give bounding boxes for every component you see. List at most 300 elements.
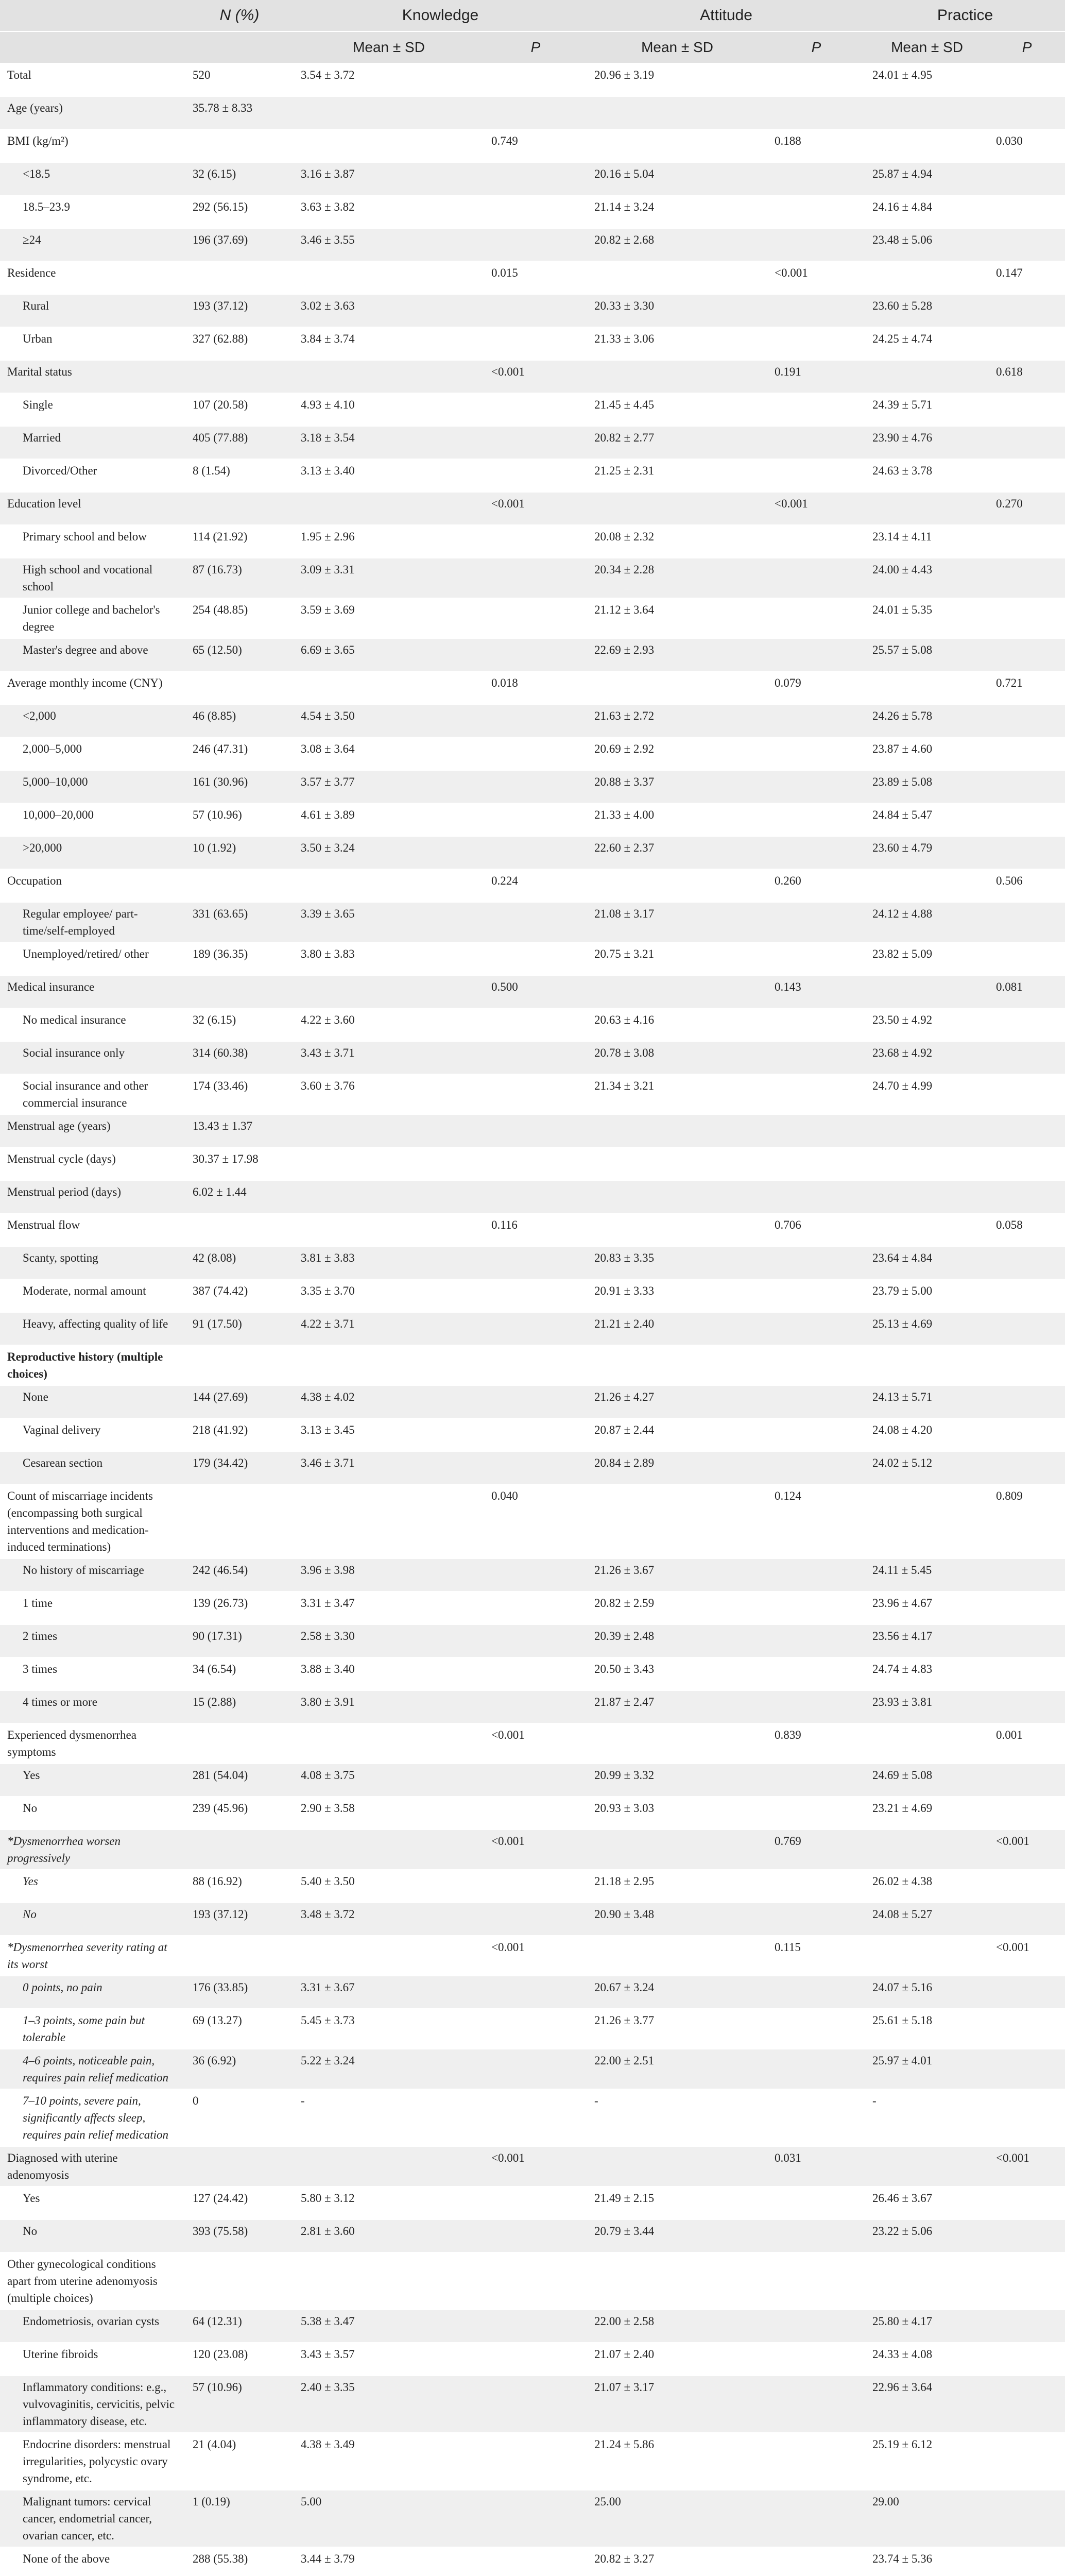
- table-cell-pr: [865, 1345, 989, 1385]
- table-cell-n: 90 (17.31): [185, 1624, 294, 1657]
- table-cell-pp: [989, 803, 1065, 836]
- table-cell-kp: [484, 836, 587, 869]
- table-cell-a: [587, 261, 767, 294]
- table-cell-ap: 0.115: [767, 1936, 865, 1976]
- table-cell-label: Average monthly income (CNY): [0, 671, 185, 704]
- table-cell-n: 254 (48.85): [185, 598, 294, 638]
- table-cell-n: 127 (24.42): [185, 2187, 294, 2219]
- table-cell-label: 4 times or more: [0, 1690, 185, 1723]
- table-cell-pp: [989, 1279, 1065, 1312]
- table-cell-n: 292 (56.15): [185, 195, 294, 228]
- header-knowledge: Knowledge: [294, 0, 587, 31]
- table-cell-ap: [767, 294, 865, 327]
- table-cell-ap: [767, 1041, 865, 1074]
- table-cell-label: Count of miscarriage incidents (encompassing both surgical interventions and medication-induced terminations): [0, 1484, 185, 1558]
- table-cell-ap: 0.769: [767, 1829, 865, 1870]
- table-row: [0, 2049, 1065, 2089]
- table-row: [0, 261, 1065, 294]
- table-cell-pp: [989, 1147, 1065, 1180]
- table-cell-kp: [484, 2433, 587, 2490]
- table-cell-k: 3.39 ± 3.65: [294, 902, 484, 942]
- table-row: [0, 1418, 1065, 1451]
- table-cell-label: Marital status: [0, 360, 185, 393]
- table-cell-a: 20.16 ± 5.04: [587, 162, 767, 195]
- table-cell-pp: [989, 902, 1065, 942]
- table-cell-kp: [484, 770, 587, 803]
- table-cell-pp: [989, 459, 1065, 492]
- table-cell-pr: 24.12 ± 4.88: [865, 902, 989, 942]
- table-cell-label: Education level: [0, 492, 185, 525]
- table-cell-label: 1–3 points, some pain but tolerable: [0, 2009, 185, 2049]
- table-cell-pp: [989, 1451, 1065, 1484]
- table-cell-pr: 23.56 ± 4.17: [865, 1624, 989, 1657]
- table-cell-a: [587, 1180, 767, 1213]
- table-cell-k: 2.58 ± 3.30: [294, 1624, 484, 1657]
- table-cell-pr: 23.64 ± 4.84: [865, 1246, 989, 1279]
- table-cell-kp: [484, 704, 587, 737]
- table-row: [0, 1764, 1065, 1797]
- table-cell-k: 3.81 ± 3.83: [294, 1246, 484, 1279]
- table-cell-ap: [767, 1246, 865, 1279]
- table-row: [0, 360, 1065, 393]
- table-cell-pp: [989, 525, 1065, 558]
- table-cell-ap: [767, 737, 865, 770]
- table-cell-label: 10,000–20,000: [0, 803, 185, 836]
- table-cell-label: BMI (kg/m²): [0, 129, 185, 162]
- table-cell-k: 4.22 ± 3.60: [294, 1008, 484, 1041]
- table-row: [0, 1558, 1065, 1591]
- table-cell-n: [185, 1213, 294, 1246]
- table-cell-k: 3.43 ± 3.57: [294, 2343, 484, 2376]
- table-cell-pp: 0.618: [989, 360, 1065, 393]
- table-cell-k: 4.61 ± 3.89: [294, 803, 484, 836]
- table-cell-pr: [865, 261, 989, 294]
- table-cell-a: [587, 1147, 767, 1180]
- table-cell-n: 520: [185, 63, 294, 96]
- table-cell-k: 3.50 ± 3.24: [294, 836, 484, 869]
- table-cell-pr: 24.08 ± 5.27: [865, 1903, 989, 1936]
- table-cell-pr: 24.02 ± 5.12: [865, 1451, 989, 1484]
- table-cell-kp: [484, 737, 587, 770]
- table-row: [0, 1690, 1065, 1723]
- table-cell-a: [587, 96, 767, 129]
- table-cell-pr: 24.16 ± 4.84: [865, 195, 989, 228]
- table-cell-label: Unemployed/retired/ other: [0, 942, 185, 975]
- table-row: [0, 770, 1065, 803]
- table-row: [0, 1213, 1065, 1246]
- table-cell-a: 20.75 ± 3.21: [587, 942, 767, 975]
- table-cell-ap: [767, 1764, 865, 1797]
- table-cell-ap: 0.188: [767, 129, 865, 162]
- table-cell-kp: [484, 558, 587, 598]
- table-cell-label: 2 times: [0, 1624, 185, 1657]
- table-cell-label: >20,000: [0, 836, 185, 869]
- table-cell-pp: 0.270: [989, 492, 1065, 525]
- table-cell-k: [294, 1180, 484, 1213]
- table-cell-pp: [989, 228, 1065, 261]
- table-cell-ap: [767, 525, 865, 558]
- table-cell-pr: 24.01 ± 5.35: [865, 598, 989, 638]
- table-cell-pr: [865, 1484, 989, 1558]
- table-row: [0, 2146, 1065, 2187]
- table-cell-pr: 24.63 ± 3.78: [865, 459, 989, 492]
- table-cell-k: [294, 1723, 484, 1764]
- table-row: [0, 228, 1065, 261]
- table-cell-pp: [989, 1074, 1065, 1114]
- table-cell-label: Endometriosis, ovarian cysts: [0, 2310, 185, 2343]
- header-attitude: Attitude: [587, 0, 865, 31]
- table-row: [0, 2219, 1065, 2252]
- table-cell-n: 8 (1.54): [185, 459, 294, 492]
- table-cell-n: 87 (16.73): [185, 558, 294, 598]
- table-cell-pr: [865, 2252, 989, 2310]
- table-cell-n: 1 (0.19): [185, 2490, 294, 2547]
- table-cell-pp: [989, 836, 1065, 869]
- table-cell-a: 21.14 ± 3.24: [587, 195, 767, 228]
- table-cell-a: 20.82 ± 2.59: [587, 1591, 767, 1624]
- table-cell-k: 3.44 ± 3.79: [294, 2547, 484, 2576]
- table-cell-a: [587, 129, 767, 162]
- table-cell-pp: [989, 2376, 1065, 2433]
- table-cell-ap: [767, 1903, 865, 1936]
- table-cell-pp: [989, 195, 1065, 228]
- table-cell-pp: [989, 1345, 1065, 1385]
- table-cell-kp: [484, 1147, 587, 1180]
- table-cell-pp: [989, 1312, 1065, 1345]
- table-row: [0, 294, 1065, 327]
- table-cell-ap: 0.706: [767, 1213, 865, 1246]
- table-cell-ap: [767, 2310, 865, 2343]
- table-cell-k: 3.84 ± 3.74: [294, 327, 484, 360]
- table-cell-kp: [484, 2547, 587, 2576]
- table-cell-a: 21.25 ± 2.31: [587, 459, 767, 492]
- table-cell-a: 21.26 ± 4.27: [587, 1385, 767, 1418]
- table-cell-n: [185, 1345, 294, 1385]
- table-cell-label: Menstrual cycle (days): [0, 1147, 185, 1180]
- table-cell-k: 3.80 ± 3.91: [294, 1690, 484, 1723]
- table-cell-ap: [767, 1074, 865, 1114]
- table-cell-ap: [767, 1451, 865, 1484]
- table-cell-label: Yes: [0, 1870, 185, 1903]
- table-cell-pr: [865, 1829, 989, 1870]
- table-cell-n: 246 (47.31): [185, 737, 294, 770]
- table-cell-pp: [989, 2219, 1065, 2252]
- table-cell-pr: 25.13 ± 4.69: [865, 1312, 989, 1345]
- table-cell-pp: 0.506: [989, 869, 1065, 902]
- header-blank-2: [0, 31, 185, 63]
- table-cell-pr: [865, 1213, 989, 1246]
- table-cell-ap: [767, 2219, 865, 2252]
- table-cell-k: [294, 1114, 484, 1147]
- table-cell-pp: [989, 1008, 1065, 1041]
- table-cell-label: 1 time: [0, 1591, 185, 1624]
- table-cell-pp: [989, 1385, 1065, 1418]
- table-cell-pp: [989, 1797, 1065, 1829]
- table-cell-kp: 0.018: [484, 671, 587, 704]
- table-cell-n: [185, 360, 294, 393]
- table-cell-a: [587, 1345, 767, 1385]
- table-cell-pp: [989, 2547, 1065, 2576]
- table-cell-k: 3.31 ± 3.47: [294, 1591, 484, 1624]
- table-cell-ap: [767, 162, 865, 195]
- table-cell-k: 3.16 ± 3.87: [294, 162, 484, 195]
- table-cell-pr: -: [865, 2089, 989, 2146]
- table-row: [0, 671, 1065, 704]
- table-cell-n: 314 (60.38): [185, 1041, 294, 1074]
- table-cell-ap: [767, 2433, 865, 2490]
- table-cell-pr: 25.80 ± 4.17: [865, 2310, 989, 2343]
- table-cell-ap: [767, 1147, 865, 1180]
- table-cell-kp: [484, 1624, 587, 1657]
- table-cell-k: 3.57 ± 3.77: [294, 770, 484, 803]
- table-row: [0, 426, 1065, 459]
- table-cell-a: 20.78 ± 3.08: [587, 1041, 767, 1074]
- table-cell-ap: [767, 1657, 865, 1690]
- table-cell-kp: [484, 1657, 587, 1690]
- table-cell-kp: [484, 2376, 587, 2433]
- table-cell-kp: 0.749: [484, 129, 587, 162]
- table-cell-kp: [484, 1976, 587, 2009]
- table-cell-pr: 25.19 ± 6.12: [865, 2433, 989, 2490]
- table-cell-ap: 0.260: [767, 869, 865, 902]
- table-cell-kp: [484, 525, 587, 558]
- table-cell-a: -: [587, 2089, 767, 2146]
- table-cell-k: [294, 2252, 484, 2310]
- table-cell-n: 10 (1.92): [185, 836, 294, 869]
- table-cell-ap: [767, 2187, 865, 2219]
- table-cell-n: [185, 1936, 294, 1976]
- table-cell-a: 20.33 ± 3.30: [587, 294, 767, 327]
- table-cell-a: 20.50 ± 3.43: [587, 1657, 767, 1690]
- table-cell-pp: [989, 2490, 1065, 2547]
- table-cell-k: -: [294, 2089, 484, 2146]
- table-row: [0, 1591, 1065, 1624]
- table-cell-k: 3.08 ± 3.64: [294, 737, 484, 770]
- table-cell-n: [185, 261, 294, 294]
- table-cell-kp: [484, 2310, 587, 2343]
- table-cell-pr: 23.90 ± 4.76: [865, 426, 989, 459]
- table-cell-n: 281 (54.04): [185, 1764, 294, 1797]
- table-cell-pp: [989, 1764, 1065, 1797]
- table-cell-a: 21.87 ± 2.47: [587, 1690, 767, 1723]
- table-cell-k: 3.35 ± 3.70: [294, 1279, 484, 1312]
- table-cell-n: 174 (33.46): [185, 1074, 294, 1114]
- table-cell-label: Reproductive history (multiple choices): [0, 1345, 185, 1385]
- table-cell-a: 21.07 ± 3.17: [587, 2376, 767, 2433]
- table-row: [0, 1484, 1065, 1558]
- table-cell-a: 20.82 ± 2.77: [587, 426, 767, 459]
- table-cell-label: Age (years): [0, 96, 185, 129]
- table-cell-label: Menstrual flow: [0, 1213, 185, 1246]
- table-cell-n: 13.43 ± 1.37: [185, 1114, 294, 1147]
- table-cell-n: [185, 1829, 294, 1870]
- table-row: [0, 2547, 1065, 2576]
- table-cell-ap: 0.839: [767, 1723, 865, 1764]
- table-cell-ap: 0.191: [767, 360, 865, 393]
- table-cell-ap: [767, 2049, 865, 2089]
- table-cell-pp: [989, 393, 1065, 426]
- table-cell-a: [587, 1484, 767, 1558]
- table-row: [0, 1451, 1065, 1484]
- table-cell-k: 3.02 ± 3.63: [294, 294, 484, 327]
- table-cell-a: 21.45 ± 4.45: [587, 393, 767, 426]
- table-cell-a: [587, 975, 767, 1008]
- table-cell-pp: [989, 1690, 1065, 1723]
- table-cell-ap: [767, 836, 865, 869]
- table-cell-a: [587, 2146, 767, 2187]
- table-cell-label: Residence: [0, 261, 185, 294]
- table-cell-kp: [484, 1764, 587, 1797]
- table-cell-pr: [865, 492, 989, 525]
- table-cell-pp: [989, 942, 1065, 975]
- table-cell-n: [185, 975, 294, 1008]
- table-cell-kp: 0.116: [484, 1213, 587, 1246]
- table-cell-n: [185, 129, 294, 162]
- table-cell-pp: [989, 1976, 1065, 2009]
- table-cell-n: 120 (23.08): [185, 2343, 294, 2376]
- table-cell-kp: 0.040: [484, 1484, 587, 1558]
- table-cell-kp: 0.500: [484, 975, 587, 1008]
- table-cell-ap: [767, 96, 865, 129]
- table-cell-a: [587, 360, 767, 393]
- table-cell-pr: [865, 96, 989, 129]
- table-cell-ap: [767, 459, 865, 492]
- table-body: [0, 63, 1065, 2576]
- table-cell-pp: <0.001: [989, 1936, 1065, 1976]
- table-cell-k: 3.96 ± 3.98: [294, 1558, 484, 1591]
- table-row: [0, 129, 1065, 162]
- table-cell-label: Menstrual period (days): [0, 1180, 185, 1213]
- table-cell-ap: 0.143: [767, 975, 865, 1008]
- table-cell-k: 5.38 ± 3.47: [294, 2310, 484, 2343]
- table-cell-label: Heavy, affecting quality of life: [0, 1312, 185, 1345]
- table-cell-a: 21.08 ± 3.17: [587, 902, 767, 942]
- table-cell-label: *Dysmenorrhea worsen progressively: [0, 1829, 185, 1870]
- table-row: [0, 2376, 1065, 2433]
- table-cell-label: High school and vocational school: [0, 558, 185, 598]
- table-cell-label: Married: [0, 426, 185, 459]
- table-cell-k: 3.60 ± 3.76: [294, 1074, 484, 1114]
- header-practice-p: P: [989, 31, 1065, 63]
- table-row: [0, 1797, 1065, 1829]
- table-cell-a: 20.93 ± 3.03: [587, 1797, 767, 1829]
- table-cell-n: 218 (41.92): [185, 1418, 294, 1451]
- table-cell-a: 20.82 ± 2.68: [587, 228, 767, 261]
- table-cell-pp: [989, 2009, 1065, 2049]
- table-cell-kp: [484, 1797, 587, 1829]
- table-cell-pr: 26.46 ± 3.67: [865, 2187, 989, 2219]
- table-row: [0, 1312, 1065, 1345]
- table-cell-pr: 25.57 ± 5.08: [865, 638, 989, 671]
- table-cell-ap: [767, 558, 865, 598]
- table-cell-k: 3.54 ± 3.72: [294, 63, 484, 96]
- header-n: N (%): [185, 0, 294, 31]
- header-blank: [0, 0, 185, 31]
- table-cell-n: 387 (74.42): [185, 1279, 294, 1312]
- table-cell-label: <2,000: [0, 704, 185, 737]
- table-cell-label: 0 points, no pain: [0, 1976, 185, 2009]
- table-cell-label: ≥24: [0, 228, 185, 261]
- table-cell-pr: 23.82 ± 5.09: [865, 942, 989, 975]
- table-row: [0, 2310, 1065, 2343]
- header-practice-mean: Mean ± SD: [865, 31, 989, 63]
- table-cell-pp: [989, 1657, 1065, 1690]
- table-cell-n: 42 (8.08): [185, 1246, 294, 1279]
- table-row: [0, 1074, 1065, 1114]
- table-cell-label: Divorced/Other: [0, 459, 185, 492]
- table-cell-a: [587, 492, 767, 525]
- table-row: [0, 638, 1065, 671]
- table-row: [0, 1657, 1065, 1690]
- header-blank-3: [185, 31, 294, 63]
- table-cell-n: 114 (21.92): [185, 525, 294, 558]
- table-cell-pp: [989, 2252, 1065, 2310]
- table-cell-a: 20.88 ± 3.37: [587, 770, 767, 803]
- table-cell-n: [185, 2146, 294, 2187]
- table-row: [0, 598, 1065, 638]
- table-cell-n: 46 (8.85): [185, 704, 294, 737]
- table-cell-k: [294, 1936, 484, 1976]
- table-cell-k: [294, 360, 484, 393]
- table-cell-pp: 0.721: [989, 671, 1065, 704]
- table-cell-k: 5.00: [294, 2490, 484, 2547]
- table-cell-kp: [484, 2009, 587, 2049]
- table-cell-label: Rural: [0, 294, 185, 327]
- table-cell-pp: [989, 704, 1065, 737]
- table-cell-n: 32 (6.15): [185, 1008, 294, 1041]
- table-cell-ap: [767, 63, 865, 96]
- table-cell-n: 6.02 ± 1.44: [185, 1180, 294, 1213]
- table-row: [0, 975, 1065, 1008]
- table-cell-pr: 23.96 ± 4.67: [865, 1591, 989, 1624]
- table-cell-k: [294, 975, 484, 1008]
- table-cell-k: 4.22 ± 3.71: [294, 1312, 484, 1345]
- table-cell-label: Junior college and bachelor's degree: [0, 598, 185, 638]
- table-cell-pr: 24.70 ± 4.99: [865, 1074, 989, 1114]
- table-cell-kp: <0.001: [484, 1936, 587, 1976]
- table-cell-pr: 24.33 ± 4.08: [865, 2343, 989, 2376]
- table-cell-a: 20.69 ± 2.92: [587, 737, 767, 770]
- table-cell-ap: [767, 228, 865, 261]
- table-cell-pp: [989, 638, 1065, 671]
- table-row: [0, 704, 1065, 737]
- table-cell-ap: [767, 1345, 865, 1385]
- table-cell-k: 3.63 ± 3.82: [294, 195, 484, 228]
- table-cell-pr: 24.69 ± 5.08: [865, 1764, 989, 1797]
- table-row: [0, 1870, 1065, 1903]
- table-cell-pr: [865, 1723, 989, 1764]
- table-cell-pp: [989, 2343, 1065, 2376]
- table-cell-k: [294, 1829, 484, 1870]
- table-cell-a: 20.99 ± 3.32: [587, 1764, 767, 1797]
- table-cell-k: 3.80 ± 3.83: [294, 942, 484, 975]
- header-practice: Practice: [865, 0, 1065, 31]
- table-cell-k: 5.40 ± 3.50: [294, 1870, 484, 1903]
- table-cell-pp: [989, 1903, 1065, 1936]
- table-cell-a: 21.26 ± 3.77: [587, 2009, 767, 2049]
- table-cell-kp: [484, 1312, 587, 1345]
- table-cell-label: Urban: [0, 327, 185, 360]
- table-cell-a: [587, 1213, 767, 1246]
- table-row: [0, 63, 1065, 96]
- header-knowledge-mean: Mean ± SD: [294, 31, 484, 63]
- table-cell-pr: [865, 869, 989, 902]
- table-cell-a: 21.33 ± 3.06: [587, 327, 767, 360]
- table-cell-label: *Dysmenorrhea severity rating at its worst: [0, 1936, 185, 1976]
- table-cell-a: 21.18 ± 2.95: [587, 1870, 767, 1903]
- table-cell-kp: [484, 162, 587, 195]
- table-cell-pp: 0.001: [989, 1723, 1065, 1764]
